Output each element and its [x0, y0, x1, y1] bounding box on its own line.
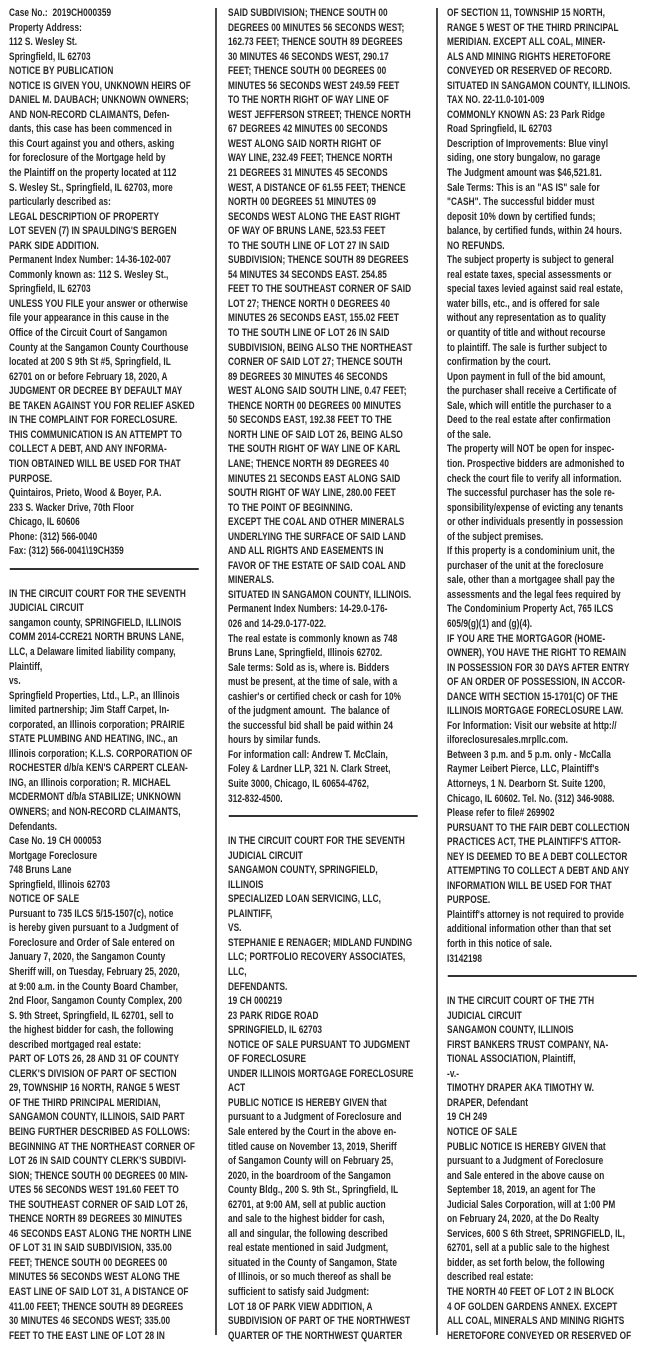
- notice-line: tion. Prospective bidders are admonished to: [447, 457, 625, 470]
- notice-line: PLAINTIFF,: [228, 907, 273, 920]
- notice-line: COMMONLY KNOWN AS: 23 Park Ridge: [447, 108, 605, 121]
- legal-notice: [9, 587, 213, 1343]
- notice-line: MERIDIAN. EXCEPT ALL COAL, MINER-: [447, 36, 606, 49]
- notice-line: EAST LINE OF SAID LOT 31, A DISTANCE OF: [9, 1286, 189, 1299]
- notice-line: MINUTES 56 SECONDS WEST 249.59 FEET: [228, 79, 400, 92]
- notice-line: Permanent Index Numbers: 14-29.0-176-: [228, 603, 388, 616]
- notice-line: file your appearance in this cause in the: [9, 312, 169, 325]
- notice-line: LOT 27; THENCE NORTH 0 DEGREES 40: [228, 297, 391, 310]
- notice-line: 23 PARK RIDGE ROAD: [228, 1009, 319, 1022]
- notice-line: PURSUANT TO THE FAIR DEBT COLLECTION: [447, 821, 630, 834]
- notice-line: TION OBTAINED WILL BE USED FOR THAT: [9, 457, 181, 470]
- notice-line: The subject property is subject to general: [447, 254, 614, 267]
- notice-line: IN THE CIRCUIT COURT FOR THE SEVENTH: [228, 835, 405, 848]
- notice-line: particularly described as:: [9, 196, 111, 209]
- notice-line: Deed to the real estate after confirmation: [447, 414, 611, 427]
- notice-line: NORTH 00 DEGREES 51 MINUTES 09: [228, 196, 377, 209]
- notice-line: BEING FURTHER DESCRIBED AS FOLLOWS:: [9, 1126, 191, 1139]
- notice-line: LLC,: [228, 966, 247, 978]
- notice-line: WEST, A DISTANCE OF 61.55 FEET; THENCE: [228, 181, 406, 194]
- notice-line: SANGAMON COUNTY, ILLINOIS, SAID PART: [9, 1111, 185, 1124]
- notice-line: 50 SECONDS EAST, 192.38 FEET TO THE: [228, 414, 392, 427]
- notice-line: I3142198: [447, 952, 483, 965]
- notice-line: IN THE COMPLAINT FOR FORECLOSURE.: [9, 414, 178, 427]
- notice-line: ACT: [228, 1082, 246, 1095]
- notice-line: SITUATED IN SANGAMON COUNTY, ILLINOIS.: [447, 79, 631, 92]
- notice-line: real estate mentioned in said Judgment,: [228, 1242, 389, 1255]
- notice-line: NOTICE OF SALE: [9, 893, 80, 906]
- notice-line: 112 S. Wesley St.: [9, 36, 78, 49]
- notice-line: OWNERS; and NON-RECORD CLAIMANTS,: [9, 805, 181, 818]
- notice-line: QUARTER OF THE NORTHWEST QUARTER: [228, 1329, 403, 1342]
- notice-line: corporated, an Illinois corporation; PRAIRIE: [9, 718, 185, 731]
- notice-line: described mortgaged real estate:: [9, 1038, 142, 1051]
- notice-line: all and singular, the following described: [228, 1227, 388, 1240]
- notice-line: pursuant to a Judgment of Foreclosure: [447, 1155, 604, 1168]
- notice-line: 54 MINUTES 34 SECONDS EAST. 254.85: [228, 268, 387, 281]
- notice-line: The real estate is commonly known as 748: [228, 632, 398, 645]
- notice-line: located at 200 S 9th St #5, Springfield, IL: [9, 356, 171, 369]
- notice-line: Sale Terms: This is an "AS IS" sale for: [447, 181, 600, 194]
- notice-line: ALL COAL, MINERALS AND MINING RIGHTS: [447, 1315, 625, 1328]
- notice-line: MINUTES 56 SECONDS WEST ALONG THE: [9, 1271, 180, 1284]
- notice-line: 89 DEGREES 30 MINUTES 46 SECONDS: [228, 370, 388, 383]
- notice-line: additional information other than that set: [447, 923, 612, 936]
- notice-line: VS.: [228, 922, 242, 935]
- notice-line: S. Wesley St., Springfield, IL 62703, more: [9, 181, 173, 194]
- notice-line: 30 MINUTES 46 SECONDS WEST; 335.00: [9, 1315, 171, 1328]
- notice-line: the Plaintiff on the property located at 112: [9, 167, 177, 180]
- notice-line: of the judgment amount. The balance of: [228, 705, 390, 718]
- notice-line: MCDERMONT d/b/a STABILIZE; UNKNOWN: [9, 791, 181, 804]
- notice-line: OF LOT 31 IN SAID SUBDIVISION, 335.00: [9, 1242, 172, 1255]
- notice-line: TO THE POINT OF BEGINNING.: [228, 501, 353, 514]
- notice-line: MINERALS.: [228, 574, 275, 587]
- notice-line: this Court against you and others, asking: [9, 137, 175, 150]
- notice-divider-rule: [10, 568, 199, 570]
- notice-line: 62701, at 9:00 AM, sell at public auction: [228, 1198, 386, 1211]
- notice-line: LEGAL DESCRIPTION OF PROPERTY: [9, 210, 160, 223]
- notice-line: 233 S. Wacker Drive, 70th Floor: [9, 501, 134, 514]
- notice-line: THE NORTH 40 FEET OF LOT 2 IN BLOCK: [447, 1286, 615, 1299]
- notice-line: PARK SIDE ADDITION.: [9, 239, 99, 252]
- notice-line: sale, other than a mortgagee shall pay the: [447, 574, 615, 587]
- notice-line: 30 MINUTES 46 SECONDS WEST, 290.17: [228, 50, 389, 63]
- notice-line: IN THE CIRCUIT COURT FOR THE SEVENTH: [9, 587, 186, 600]
- notice-line: For Information: Visit our website at http://: [447, 719, 617, 732]
- notice-line: SITUATED IN SANGAMON COUNTY, ILLINOIS.: [228, 588, 412, 601]
- notice-line: DEGREES 00 MINUTES 56 SECONDS WEST;: [228, 21, 405, 34]
- notice-line: 46 SECONDS EAST ALONG THE NORTH LINE: [9, 1227, 192, 1240]
- notice-line: The successful purchaser has the sole re-: [447, 487, 615, 500]
- notice-line: OF WAY OF BRUNS LANE, 523.53 FEET: [228, 225, 386, 238]
- notice-line: CONVEYED OR RESERVED OF RECORD.: [447, 65, 612, 78]
- notice-line: DEFENDANTS.: [228, 980, 288, 993]
- notice-line: SION; THENCE SOUTH 00 DEGREES 00 MIN-: [9, 1169, 188, 1182]
- notice-line: at 9:00 a.m. in the County Board Chamber,: [9, 980, 179, 993]
- notice-line: Fax: (312) 566-0041\19CH359: [9, 545, 124, 558]
- notice-line: Defendants.: [9, 820, 58, 833]
- notice-line: STEPHANIE E RENAGER; MIDLAND FUNDING: [228, 936, 413, 949]
- notice-line: dants, this case has been commenced in: [9, 123, 172, 136]
- notice-line: 2nd Floor, Sangamon County Complex, 200: [9, 995, 183, 1008]
- notice-line: Chicago, IL 60606: [9, 516, 80, 529]
- notice-line: SUBDIVISION, BEING ALSO THE NORTHEAST: [228, 341, 413, 354]
- notice-line: January 7, 2020, the Sangamon County: [9, 951, 166, 964]
- notice-line: LOT 26 IN SAID COUNTY CLERK'S SUBDIVI-: [9, 1155, 187, 1168]
- notice-line: ILLINOIS MORTGAGE FORECLOSURE LAW.: [447, 705, 624, 718]
- notice-line: described real estate:: [447, 1271, 534, 1284]
- notice-line: or quantity of title and without recourse: [447, 327, 606, 340]
- notice-line: 19 CH 000219: [228, 995, 283, 1008]
- notice-line: 411.00 FEET; THENCE SOUTH 89 DEGREES: [9, 1300, 184, 1313]
- notice-line: ALS AND MINING RIGHTS HERETOFORE: [447, 50, 611, 63]
- notice-line: Permanent Index Number: 14-36-102-007: [9, 254, 171, 267]
- notice-line: STATE PLUMBING AND HEATING, INC., an: [9, 733, 178, 746]
- notice-line: MINUTES 21 SECONDS EAST ALONG SAID: [228, 472, 401, 485]
- notice-line: of Sangamon County will on February 25,: [228, 1155, 394, 1168]
- notice-line: Please refer to file# 269902: [447, 807, 555, 820]
- notice-line: TO THE SOUTH LINE OF LOT 26 IN SAID: [228, 327, 390, 340]
- notice-line: COMM 2014-CCRE21 NORTH BRUNS LANE,: [9, 631, 184, 644]
- notice-line: Plaintiff's attorney is not required to provide: [447, 908, 624, 921]
- notice-line: Commonly known as: 112 S. Wesley St.,: [9, 268, 169, 281]
- notice-line: 2020, in the boardroom of the Sangamon: [228, 1169, 391, 1182]
- notice-line: NO REFUNDS.: [447, 239, 505, 252]
- notice-line: situated in the County of Sangamon, State: [228, 1256, 398, 1269]
- notice-line: sangamon county, SPRINGFIELD, ILLINOIS: [9, 616, 182, 629]
- notice-line: TAX NO. 22-11.0-101-009: [447, 94, 545, 107]
- notice-line: on February 24, 2020, at the Do Realty: [447, 1213, 599, 1226]
- notice-line: SPRINGFIELD, IL 62703: [228, 1024, 323, 1037]
- notice-line: SANGAMON COUNTY, SPRINGFIELD,: [228, 864, 378, 877]
- notice-line: 67 DEGREES 42 MINUTES 00 SECONDS: [228, 123, 388, 136]
- notice-line: JUDICIAL CIRCUIT: [447, 1009, 522, 1022]
- notice-line: bidder, as set forth below, the following: [447, 1256, 605, 1269]
- notice-line: Between 3 p.m. and 5 p.m. only - McCalla: [447, 748, 611, 761]
- notice-line: JUDICIAL CIRCUIT: [9, 602, 84, 615]
- notice-line: CLERK'S DIVISION OF PART OF SECTION: [9, 1067, 177, 1080]
- notice-line: Foreclosure and Order of Sale entered on: [9, 936, 175, 949]
- notice-line: If this property is a condominium unit, the: [447, 545, 615, 558]
- notice-line: THENCE NORTH 89 DEGREES 30 MINUTES: [9, 1213, 183, 1226]
- notice-divider-rule: [229, 815, 418, 817]
- notice-line: NOTICE BY PUBLICATION: [9, 65, 114, 78]
- notice-line: NOTICE OF SALE: [447, 1126, 518, 1139]
- notice-line: the successful bid shall be paid within 24: [228, 719, 393, 732]
- notice-line: LLC, a Delaware limited liability company,: [9, 645, 176, 658]
- notice-line: SPECIALIZED LOAN SERVICING, LLC,: [228, 893, 382, 906]
- notice-line: Office of the Circuit Court of Sangamon: [9, 327, 168, 340]
- notice-line: Description of Improvements: Blue vinyl: [447, 137, 609, 150]
- notice-line: PUBLIC NOTICE IS HEREBY GIVEN that: [447, 1140, 606, 1153]
- legal-notice: [447, 6, 651, 966]
- notice-line: TO THE SOUTH LINE OF LOT 27 IN SAID: [228, 239, 390, 252]
- notice-line: IN THE CIRCUIT COURT OF THE 7TH: [447, 995, 595, 1008]
- notice-line: FEET TO THE EAST LINE OF LOT 28 IN: [9, 1329, 165, 1342]
- notice-line: UNDERLYING THE SURFACE OF SAID LAND: [228, 530, 406, 543]
- notice-line: OF THE THIRD PRINCIPAL MERIDIAN,: [9, 1096, 161, 1109]
- notice-line: check the court file to verify all information.: [447, 472, 622, 485]
- notice-column-1: [9, 6, 213, 1343]
- notice-line: the purchaser shall receive a Certificate of: [447, 385, 617, 398]
- notice-line: Foley & Lardner LLP, 321 N. Clark Street,: [228, 763, 391, 776]
- legal-notice: [9, 6, 213, 559]
- notice-line: PUBLIC NOTICE IS HEREBY GIVEN that: [228, 1096, 387, 1109]
- notice-line: siding, one story bungalow, no garage: [447, 152, 601, 165]
- notice-line: ilforeclosuresales.mrpllc.com.: [447, 734, 569, 747]
- notice-line: PURPOSE.: [447, 894, 491, 907]
- notice-line: LOT SEVEN (7) IN SPAULDING'S BERGEN: [9, 225, 177, 238]
- notice-line: FEET TO THE SOUTHEAST CORNER OF SAID: [228, 283, 412, 296]
- notice-line: JUDGMENT OR DECREE BY DEFAULT MAY: [9, 385, 183, 398]
- notice-line: deposit 10% down by certified funds;: [447, 210, 596, 223]
- notice-line: Upon payment in full of the bid amount,: [447, 370, 606, 383]
- notice-line: UTES 56 SECONDS WEST 191.60 FEET TO: [9, 1184, 179, 1197]
- notice-line: Bruns Lane, Springfield, Illinois 62702.: [228, 647, 383, 660]
- notice-line: FAVOR OF THE ESTATE OF SAID COAL AND: [228, 559, 406, 572]
- notice-line: ING, an Illinois corporation; R. MICHAEL: [9, 776, 171, 789]
- notice-line: IN POSSESSION FOR 30 DAYS AFTER ENTRY: [447, 661, 630, 674]
- notice-line: UNLESS YOU FILE your answer or otherwise: [9, 297, 188, 310]
- notice-line: For information call: Andrew T. McClain,: [228, 748, 388, 761]
- notice-line: SUBDIVISION OF PART OF THE NORTHWEST: [228, 1315, 411, 1328]
- notice-line: cashier's or certified check or cash for 10%: [228, 690, 402, 703]
- notice-line: pursuant to a Judgment of Foreclosure and: [228, 1111, 402, 1124]
- notice-line: 026 and 14-29.0-177-022.: [228, 617, 327, 630]
- notice-line: purchaser of the unit at the foreclosure: [447, 559, 604, 572]
- notice-line: of the sale.: [447, 428, 492, 441]
- notice-line: ATTEMPTING TO COLLECT A DEBT AND ANY: [447, 865, 630, 878]
- notice-line: sufficient to satisfy said Judgment:: [228, 1286, 370, 1299]
- notice-line: TIONAL ASSOCIATION, Plaintiff,: [447, 1053, 576, 1066]
- notice-line: forth in this notice of sale.: [447, 938, 552, 950]
- notice-line: OF AN ORDER OF POSSESSION, IN ACCOR-: [447, 676, 626, 689]
- notice-line: and Sale entered in the above cause on: [447, 1169, 605, 1182]
- notice-line: confirmation by the court.: [447, 356, 551, 369]
- notice-line: INFORMATION WILL BE USED FOR THAT: [447, 879, 612, 892]
- notice-line: Sale terms: Sold as is, where is. Bidders: [228, 661, 390, 674]
- notice-line: 748 Bruns Lane: [9, 864, 72, 877]
- notice-line: Springfield, Illinois 62703: [9, 878, 111, 891]
- notice-line: Raymer Leibert Pierce, LLC, Plaintiff's: [447, 763, 600, 776]
- notice-line: LLC; PORTFOLIO RECOVERY ASSOCIATES,: [228, 951, 406, 964]
- notice-line: ROCHESTER d/b/a KEN'S CARPERT CLEAN-: [9, 762, 188, 775]
- notice-line: 62701 on or before February 18, 2020, A: [9, 370, 168, 383]
- notice-line: the highest bidder for cash, the following: [9, 1024, 174, 1037]
- notice-line: FEET; THENCE SOUTH 00 DEGREES 00: [9, 1256, 168, 1269]
- notice-line: WAY LINE, 232.49 FEET; THENCE NORTH: [228, 152, 393, 165]
- notice-line: NOTICE OF SALE PURSUANT TO JUDGMENT: [228, 1038, 411, 1051]
- notice-line: The property will NOT be open for inspec-: [447, 443, 615, 456]
- notice-line: hours by similar funds.: [228, 734, 321, 747]
- notice-line: Chicago, IL 60602. Tel. No. (312) 346-9088.: [447, 792, 615, 805]
- notice-line: Sheriff will, on Tuesday, February 25, 2020,: [9, 966, 180, 978]
- notice-column-3: [447, 6, 651, 1343]
- notice-line: Property Address:: [9, 21, 82, 34]
- notice-line: PURPOSE.: [9, 472, 53, 485]
- notice-line: AND ALL RIGHTS AND EASEMENTS IN: [228, 545, 384, 558]
- notice-line: MINUTES 26 SECONDS EAST, 155.02 FEET: [228, 312, 399, 325]
- notice-line: Illinois corporation; K.L.S. CORPORATION OF: [9, 747, 193, 760]
- notice-line: limited partnership; Jim Staff Carpet, In-: [9, 704, 170, 717]
- notice-line: THENCE NORTH 00 DEGREES 00 MINUTES: [228, 399, 402, 412]
- notice-line: WEST ALONG SAID NORTH RIGHT OF: [228, 137, 382, 150]
- notice-line: and sale to the highest bidder for cash,: [228, 1213, 385, 1226]
- notice-line: FEET; THENCE SOUTH 00 DEGREES 00: [228, 65, 387, 78]
- legal-notice: [228, 834, 432, 1343]
- notice-line: LANE; THENCE NORTH 89 DEGREES 40: [228, 457, 390, 470]
- notice-line: -v.-: [447, 1067, 460, 1080]
- notice-line: 62701, sell at a public sale to the highest: [447, 1242, 610, 1255]
- notice-line: Road Springfield, IL 62703: [447, 123, 552, 136]
- notice-line: UNDER ILLINOIS MORTGAGE FORECLOSURE: [228, 1067, 414, 1080]
- notice-line: of Illinois, or so much thereof as shall be: [228, 1271, 392, 1284]
- notice-line: 4 OF GOLDEN GARDENS ANNEX. EXCEPT: [447, 1300, 618, 1313]
- notice-line: OWNER), YOU HAVE THE RIGHT TO REMAIN: [447, 647, 627, 660]
- notice-line: of the subject premises.: [447, 530, 544, 543]
- notice-line: SUBDIVISION; THENCE SOUTH 89 DEGREES: [228, 254, 409, 267]
- notice-line: Pursuant to 735 ILCS 5/15-1507(c), notice: [9, 907, 174, 920]
- notice-line: Suite 3000, Chicago, IL 60654-4762,: [228, 777, 369, 790]
- notice-line: Case No. 19 CH 000053: [9, 835, 102, 848]
- notice-line: vs.: [9, 675, 21, 688]
- notice-line: sponsibility/expense of evicting any tenants: [447, 501, 624, 514]
- notice-line: Case No.: 2019CH000359: [9, 7, 112, 19]
- notice-line: Sale, which will entitle the purchaser to a: [447, 399, 612, 412]
- notice-line: The Condominium Property Act, 765 ILCS: [447, 603, 614, 616]
- notice-line: The Judgment amount was $46,521.81.: [447, 167, 602, 180]
- notice-line: Quintairos, Prieto, Wood & Boyer, P.A.: [9, 487, 162, 500]
- notice-line: for foreclosure of the Mortgage held by: [9, 152, 166, 165]
- notice-line: AND NON-RECORD CLAIMANTS, Defen-: [9, 108, 170, 121]
- notice-line: THIS COMMUNICATION IS AN ATTEMPT TO: [9, 428, 182, 441]
- notice-line: OF SECTION 11, TOWNSHIP 15 NORTH,: [447, 7, 606, 19]
- notice-line: water bills, etc., and is offered for sale: [447, 297, 600, 310]
- notice-column-2: [228, 6, 432, 1343]
- notice-line: NEY IS DEEMED TO BE A DEBT COLLECTOR: [447, 850, 628, 863]
- notice-line: Plaintiff,: [9, 660, 43, 673]
- notice-line: assessments and the legal fees required by: [447, 588, 621, 601]
- notice-line: EXCEPT THE COAL AND OTHER MINERALS: [228, 516, 405, 529]
- notice-line: Services, 600 S 6th Street, SPRINGFIELD, IL,: [447, 1227, 625, 1240]
- notice-line: ILLINOIS: [228, 878, 264, 891]
- notice-line: PRACTICES ACT, THE PLAINTIFF'S ATTOR-: [447, 836, 621, 849]
- notice-divider-rule: [448, 975, 637, 977]
- notice-line: 19 CH 249: [447, 1111, 488, 1124]
- notice-line: 605/9(g)(1) and (g)(4).: [447, 617, 533, 630]
- notice-line: DANIEL M. DAUBACH; UNKNOWN OWNERS;: [9, 94, 189, 107]
- notice-line: without any representation as to quality: [447, 312, 606, 325]
- notice-line: WEST ALONG SAID SOUTH LINE, 0.47 FEET;: [228, 385, 407, 398]
- notice-line: COLLECT A DEBT, AND ANY INFORMA-: [9, 443, 167, 456]
- notice-line: TO THE NORTH RIGHT OF WAY LINE OF: [228, 94, 389, 107]
- notice-line: balance, by certified funds, within 24 hours.: [447, 225, 622, 238]
- notice-line: DRAPER, Defendant: [447, 1096, 529, 1109]
- notice-line: NORTH LINE OF SAID LOT 26, BEING ALSO: [228, 428, 403, 441]
- notice-line: CORNER OF SAID LOT 27; THENCE SOUTH: [228, 356, 403, 369]
- notice-line: OF FORECLOSURE: [228, 1053, 307, 1066]
- notice-line: IF YOU ARE THE MORTGAGOR (HOME-: [447, 632, 606, 645]
- notice-line: Phone: (312) 566-0040: [9, 530, 98, 543]
- notice-line: TIMOTHY DRAPER AKA TIMOTHY W.: [447, 1082, 595, 1095]
- notice-line: SAID SUBDIVISION; THENCE SOUTH 00: [228, 7, 388, 19]
- notice-line: Springfield, IL 62703: [9, 283, 91, 296]
- notice-line: SANGAMON COUNTY, ILLINOIS: [447, 1024, 574, 1037]
- notice-line: September 18, 2019, an agent for The: [447, 1184, 596, 1197]
- notice-line: FIRST BANKERS TRUST COMPANY, NA-: [447, 1038, 609, 1051]
- notice-line: PART OF LOTS 26, 28 AND 31 OF COUNTY: [9, 1053, 180, 1066]
- notice-line: must be present, at the time of sale, with a: [228, 676, 398, 689]
- notice-line: County at the Sangamon County Courthouse: [9, 341, 189, 354]
- notice-line: HERETOFORE CONVEYED OR RESERVED OF: [447, 1329, 632, 1342]
- notice-line: Sale entered by the Court in the above en-: [228, 1126, 397, 1139]
- notice-line: special taxes levied against said real estate,: [447, 283, 623, 296]
- notice-line: WEST JEFFERSON STREET; THENCE NORTH: [228, 108, 411, 121]
- notice-line: 312-832-4500.: [228, 792, 283, 805]
- notice-line: SECONDS WEST ALONG THE EAST RIGHT: [228, 210, 401, 223]
- notice-line: BE TAKEN AGAINST YOU FOR RELIEF ASKED: [9, 399, 195, 412]
- notice-line: is hereby given pursuant to a Judgment of: [9, 922, 179, 935]
- notice-line: Springfield, IL 62703: [9, 50, 91, 63]
- notice-line: THE SOUTHEAST CORNER OF SAID LOT 26,: [9, 1198, 188, 1211]
- notice-line: JUDICIAL CIRCUIT: [228, 849, 303, 862]
- notice-line: Mortgage Foreclosure: [9, 849, 98, 862]
- notice-line: real estate taxes, special assessments or: [447, 268, 612, 281]
- notice-line: Judicial Sales Corporation, will at 1:00 PM: [447, 1198, 616, 1211]
- legal-notice: [447, 994, 651, 1343]
- notice-line: 29, TOWNSHIP 16 NORTH, RANGE 5 WEST: [9, 1082, 181, 1095]
- notice-line: NOTICE IS GIVEN YOU, UNKNOWN HEIRS OF: [9, 79, 191, 92]
- column-separator: [436, 8, 438, 1335]
- notice-line: Springfield Properties, Ltd., L.P., an Illinois: [9, 689, 180, 702]
- notice-line: RANGE 5 WEST OF THE THIRD PRINCIPAL: [447, 21, 619, 34]
- notice-line: "CASH". The successful bidder must: [447, 196, 595, 209]
- notice-line: 162.73 FEET; THENCE SOUTH 89 DEGREES: [228, 36, 403, 49]
- notice-line: BEGINNING AT THE NORTHEAST CORNER OF: [9, 1140, 196, 1153]
- notice-line: LOT 18 OF PARK VIEW ADDITION, A: [228, 1300, 373, 1313]
- notice-line: S. 9th Street, Springfield, IL 62701, sell to: [9, 1009, 174, 1022]
- notice-line: 21 DEGREES 31 MINUTES 45 SECONDS: [228, 167, 388, 180]
- notice-line: Attorneys, 1 N. Dearborn St. Suite 1200,: [447, 777, 606, 790]
- notice-line: titled cause on November 13, 2019, Sheriff: [228, 1140, 397, 1153]
- column-separator: [215, 8, 217, 1335]
- notice-line: DANCE WITH SECTION 15-1701(C) OF THE: [447, 690, 618, 703]
- legal-notice: [228, 6, 432, 806]
- notice-line: to plaintiff. The sale is further subject to: [447, 341, 608, 354]
- notice-line: County Bldg., 200 S. 9th St., Springfield, IL: [228, 1184, 399, 1197]
- notice-line: or other individuals presently in possession: [447, 516, 624, 529]
- notice-line: THE SOUTH RIGHT OF WAY LINE OF KARL: [228, 443, 401, 456]
- notice-line: SOUTH RIGHT OF WAY LINE, 280.00 FEET: [228, 487, 396, 500]
